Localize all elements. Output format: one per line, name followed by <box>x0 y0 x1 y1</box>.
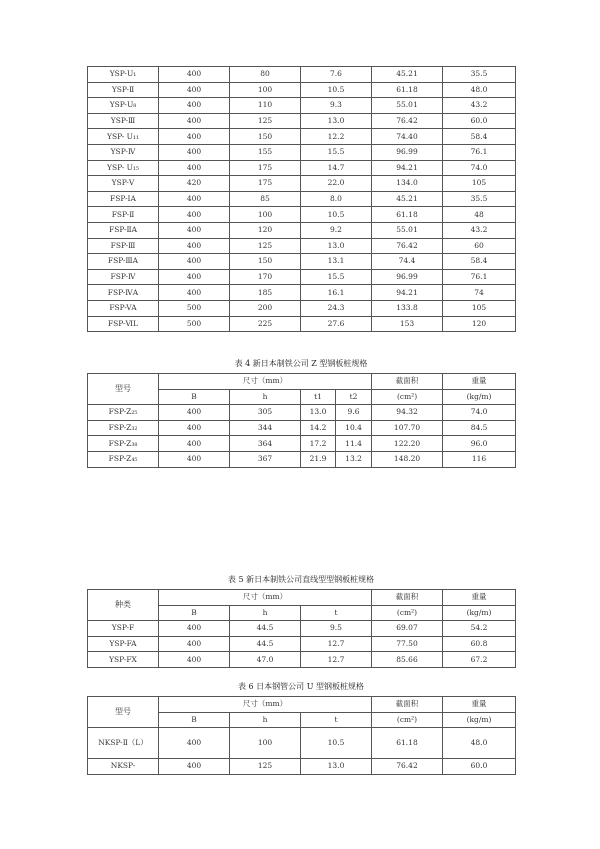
table-row <box>88 728 516 759</box>
value-cell: 45.21 <box>372 191 443 207</box>
value-cell: 400 <box>159 636 230 652</box>
value-cell: 400 <box>159 621 230 637</box>
value-cell: 13.2 <box>336 451 372 467</box>
value-cell: 400 <box>159 67 230 83</box>
value-cell: 22.0 <box>301 176 372 192</box>
subheader-t2: t2 <box>336 389 372 405</box>
value-cell: 76.42 <box>372 759 443 775</box>
table-row <box>88 222 516 238</box>
value-cell: 400 <box>159 207 230 223</box>
table-row <box>88 129 516 145</box>
value-cell: 100 <box>230 728 301 759</box>
table-row <box>88 759 516 775</box>
value-cell: 400 <box>159 285 230 301</box>
subheader-b: B <box>159 389 230 405</box>
value-cell: 9.6 <box>336 405 372 421</box>
value-cell: 155 <box>230 144 301 160</box>
value-cell: 17.2 <box>301 436 336 452</box>
model-cell: FSP-Ⅲ <box>88 238 159 254</box>
subheader-h: h <box>230 712 301 728</box>
value-cell: 76.42 <box>372 238 443 254</box>
value-cell: 76.1 <box>443 144 516 160</box>
value-cell: 133.8 <box>372 300 443 316</box>
value-cell: 420 <box>159 176 230 192</box>
header-area: 截面积 <box>372 374 443 390</box>
value-cell: 200 <box>230 300 301 316</box>
value-cell: 9.5 <box>301 621 372 637</box>
value-cell: 76.42 <box>372 113 443 129</box>
value-cell: 400 <box>159 759 230 775</box>
value-cell: 11.4 <box>336 436 372 452</box>
model-cell: YSP-FA <box>88 636 159 652</box>
value-cell: 400 <box>159 238 230 254</box>
value-cell: 400 <box>159 98 230 114</box>
subheader-b: B <box>159 712 230 728</box>
header-type: 型号 <box>88 697 159 728</box>
value-cell: 60.0 <box>443 759 516 775</box>
model-cell: FSP-Z₃₂ <box>88 420 159 436</box>
value-cell: 400 <box>159 113 230 129</box>
value-cell: 61.18 <box>372 728 443 759</box>
header-weight: 重量 <box>443 697 516 713</box>
unit-area: (cm²) <box>372 389 443 405</box>
table-nksp-u-type <box>87 696 516 775</box>
model-cell: FSP-Z₄₅ <box>88 451 159 467</box>
table-u-type-continued <box>87 66 516 332</box>
table-row <box>88 621 516 637</box>
header-weight: 重量 <box>443 590 516 606</box>
value-cell: 12.7 <box>301 636 372 652</box>
model-cell: YSP-U₁ <box>88 67 159 83</box>
value-cell: 10.4 <box>336 420 372 436</box>
value-cell: 107.70 <box>372 420 443 436</box>
value-cell: 400 <box>159 420 230 436</box>
value-cell: 9.2 <box>301 222 372 238</box>
model-cell: FSP-Ⅱ <box>88 207 159 223</box>
value-cell: 76.1 <box>443 269 516 285</box>
value-cell: 10.5 <box>301 728 372 759</box>
model-cell: YSP- U₁₅ <box>88 160 159 176</box>
value-cell: 125 <box>230 113 301 129</box>
value-cell: 13.0 <box>301 113 372 129</box>
value-cell: 24.3 <box>301 300 372 316</box>
value-cell: 69.07 <box>372 621 443 637</box>
table-row <box>88 207 516 223</box>
header-area: 截面积 <box>372 697 443 713</box>
value-cell: 134.0 <box>372 176 443 192</box>
value-cell: 74.0 <box>443 160 516 176</box>
value-cell: 60.0 <box>443 113 516 129</box>
value-cell: 364 <box>230 436 301 452</box>
value-cell: 61.18 <box>372 207 443 223</box>
model-cell: YSP-U₈ <box>88 98 159 114</box>
value-cell: 400 <box>159 652 230 668</box>
value-cell: 122.20 <box>372 436 443 452</box>
table4-caption: 表 4 新日本制铁公司 Z 型钢板桩规格 <box>234 359 368 368</box>
value-cell: 54.2 <box>443 621 516 637</box>
header-size: 尺寸（mm） <box>159 590 372 606</box>
value-cell: 105 <box>443 300 516 316</box>
model-cell: YSP-Ⅲ <box>88 113 159 129</box>
subheader-t1: t1 <box>301 389 336 405</box>
subheader-h: h <box>230 389 301 405</box>
model-cell: YSP-FX <box>88 652 159 668</box>
value-cell: 16.1 <box>301 285 372 301</box>
value-cell: 120 <box>230 222 301 238</box>
value-cell: 105 <box>443 176 516 192</box>
value-cell: 60.8 <box>443 636 516 652</box>
value-cell: 48.0 <box>443 82 516 98</box>
value-cell: 15.5 <box>301 144 372 160</box>
value-cell: 94.21 <box>372 285 443 301</box>
value-cell: 175 <box>230 160 301 176</box>
value-cell: 67.2 <box>443 652 516 668</box>
value-cell: 150 <box>230 129 301 145</box>
value-cell: 48.0 <box>443 728 516 759</box>
value-cell: 14.2 <box>301 420 336 436</box>
value-cell: 35.5 <box>443 67 516 83</box>
model-cell: FSP-ⅢA <box>88 254 159 270</box>
value-cell: 13.1 <box>301 254 372 270</box>
unit-weight: (kg/m) <box>443 712 516 728</box>
value-cell: 15.5 <box>301 269 372 285</box>
model-cell: FSP-Z₃₈ <box>88 436 159 452</box>
value-cell: 400 <box>159 160 230 176</box>
table-row <box>88 67 516 83</box>
subheader-h: h <box>230 605 301 621</box>
value-cell: 500 <box>159 300 230 316</box>
model-cell: FSP-Ⅳ <box>88 269 159 285</box>
value-cell: 96.99 <box>372 144 443 160</box>
table5-caption: 表 5 新日本制铁公司直线型型钢板桩规格 <box>227 575 375 584</box>
value-cell: 10.5 <box>301 82 372 98</box>
value-cell: 10.5 <box>301 207 372 223</box>
unit-weight: (kg/m) <box>443 605 516 621</box>
model-cell: FSP-Z₂₅ <box>88 405 159 421</box>
table-row <box>88 285 516 301</box>
value-cell: 77.50 <box>372 636 443 652</box>
value-cell: 125 <box>230 238 301 254</box>
value-cell: 94.21 <box>372 160 443 176</box>
model-cell: FSP-ⅣA <box>88 285 159 301</box>
subheader-t: t <box>301 605 372 621</box>
value-cell: 170 <box>230 269 301 285</box>
unit-area: (cm²) <box>372 605 443 621</box>
table-row <box>88 636 516 652</box>
value-cell: 120 <box>443 316 516 332</box>
header-area: 截面积 <box>372 590 443 606</box>
table-row <box>88 652 516 668</box>
table-row <box>88 436 516 452</box>
value-cell: 47.0 <box>230 652 301 668</box>
value-cell: 175 <box>230 176 301 192</box>
model-cell: FSP-VA <box>88 300 159 316</box>
table-row <box>88 176 516 192</box>
value-cell: 400 <box>159 728 230 759</box>
header-type: 型号 <box>88 374 159 405</box>
value-cell: 14.7 <box>301 160 372 176</box>
header-size: 尺寸（mm） <box>159 374 372 390</box>
value-cell: 100 <box>230 207 301 223</box>
value-cell: 153 <box>372 316 443 332</box>
unit-weight: (kg/m) <box>443 389 516 405</box>
value-cell: 35.5 <box>443 191 516 207</box>
value-cell: 13.0 <box>301 759 372 775</box>
value-cell: 13.0 <box>301 405 336 421</box>
value-cell: 400 <box>159 129 230 145</box>
value-cell: 85.66 <box>372 652 443 668</box>
value-cell: 60 <box>443 238 516 254</box>
table-row <box>88 82 516 98</box>
value-cell: 110 <box>230 98 301 114</box>
value-cell: 48 <box>443 207 516 223</box>
table-row <box>88 113 516 129</box>
value-cell: 27.6 <box>301 316 372 332</box>
value-cell: 96.0 <box>443 436 516 452</box>
value-cell: 150 <box>230 254 301 270</box>
header-type: 种类 <box>88 590 159 621</box>
model-cell: YSP-Ⅴ <box>88 176 159 192</box>
header-size: 尺寸（mm） <box>159 697 372 713</box>
value-cell: 74 <box>443 285 516 301</box>
table-row <box>88 420 516 436</box>
subheader-b: B <box>159 605 230 621</box>
value-cell: 13.0 <box>301 238 372 254</box>
model-cell: FSP-ⅥL <box>88 316 159 332</box>
value-cell: 74.0 <box>443 405 516 421</box>
model-cell: YSP-F <box>88 621 159 637</box>
value-cell: 400 <box>159 451 230 467</box>
table-row <box>88 300 516 316</box>
value-cell: 125 <box>230 759 301 775</box>
value-cell: 400 <box>159 222 230 238</box>
value-cell: 116 <box>443 451 516 467</box>
value-cell: 74.40 <box>372 129 443 145</box>
value-cell: 185 <box>230 285 301 301</box>
table-row <box>88 254 516 270</box>
value-cell: 148.20 <box>372 451 443 467</box>
table-row <box>88 160 516 176</box>
value-cell: 84.5 <box>443 420 516 436</box>
value-cell: 12.2 <box>301 129 372 145</box>
value-cell: 55.01 <box>372 98 443 114</box>
value-cell: 400 <box>159 436 230 452</box>
value-cell: 61.18 <box>372 82 443 98</box>
model-cell: YSP-Ⅱ <box>88 82 159 98</box>
model-cell: NKSP-Ⅱ（L） <box>88 728 159 759</box>
value-cell: 80 <box>230 67 301 83</box>
table-row <box>88 316 516 332</box>
value-cell: 500 <box>159 316 230 332</box>
value-cell: 55.01 <box>372 222 443 238</box>
table-row <box>88 269 516 285</box>
model-cell: FSP-ⅡA <box>88 222 159 238</box>
value-cell: 367 <box>230 451 301 467</box>
model-cell: NKSP- <box>88 759 159 775</box>
table6-caption: 表 6 日本钢管公司 U 型钢板桩规格 <box>237 682 364 691</box>
value-cell: 305 <box>230 405 301 421</box>
value-cell: 58.4 <box>443 254 516 270</box>
table-row <box>88 191 516 207</box>
value-cell: 74.4 <box>372 254 443 270</box>
table-row <box>88 451 516 467</box>
value-cell: 43.2 <box>443 222 516 238</box>
value-cell: 45.21 <box>372 67 443 83</box>
value-cell: 344 <box>230 420 301 436</box>
value-cell: 43.2 <box>443 98 516 114</box>
table-row <box>88 238 516 254</box>
value-cell: 12.7 <box>301 652 372 668</box>
value-cell: 400 <box>159 144 230 160</box>
value-cell: 94.32 <box>372 405 443 421</box>
header-weight: 重量 <box>443 374 516 390</box>
unit-area: (cm²) <box>372 712 443 728</box>
model-cell: YSP-Ⅳ <box>88 144 159 160</box>
table-straight-type <box>87 589 516 668</box>
table-row <box>88 405 516 421</box>
value-cell: 44.5 <box>230 636 301 652</box>
value-cell: 400 <box>159 254 230 270</box>
subheader-t: t <box>301 712 372 728</box>
table-row <box>88 144 516 160</box>
value-cell: 58.4 <box>443 129 516 145</box>
value-cell: 85 <box>230 191 301 207</box>
value-cell: 100 <box>230 82 301 98</box>
value-cell: 7.6 <box>301 67 372 83</box>
model-cell: YSP- U₁₁ <box>88 129 159 145</box>
value-cell: 96.99 <box>372 269 443 285</box>
value-cell: 400 <box>159 269 230 285</box>
value-cell: 9.3 <box>301 98 372 114</box>
value-cell: 225 <box>230 316 301 332</box>
value-cell: 400 <box>159 82 230 98</box>
value-cell: 21.9 <box>301 451 336 467</box>
value-cell: 400 <box>159 191 230 207</box>
model-cell: FSP-ⅠA <box>88 191 159 207</box>
table-row <box>88 98 516 114</box>
table-z-type <box>87 373 516 468</box>
value-cell: 44.5 <box>230 621 301 637</box>
value-cell: 8.0 <box>301 191 372 207</box>
value-cell: 400 <box>159 405 230 421</box>
